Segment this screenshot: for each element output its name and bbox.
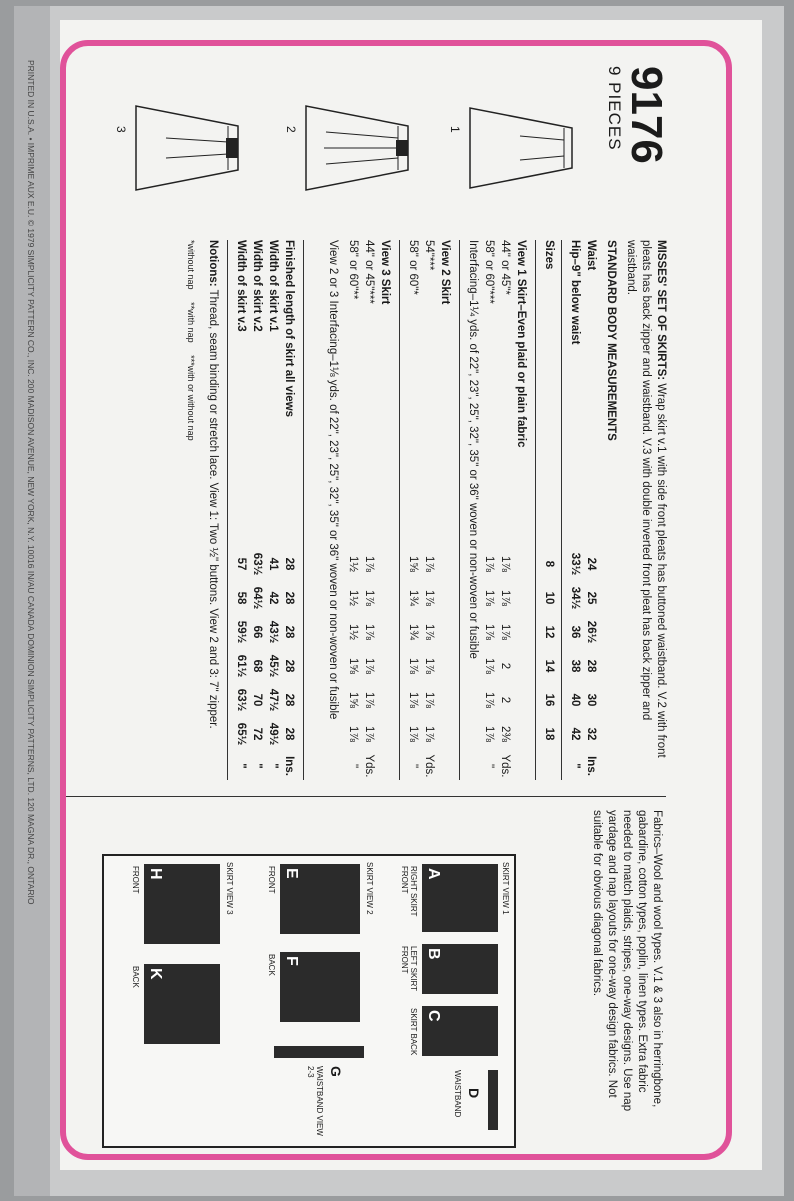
diagram-view-1-title: SKIRT VIEW 1 (501, 862, 510, 915)
notions (205, 240, 220, 780)
view-2-row (405, 240, 420, 780)
finished-value: 28 (283, 659, 295, 673)
fabrics-note: Fabrics–Wool and wool types. V.1 & 3 also in herringbone, gabardine, cotton types, poplin, linen types. Extra fabric needed to match plaids, stripes, one-way designs. Use nap yardage and nap layouts for one-way design fabrics. Not suitable for obvious diagonal fabrics. (591, 810, 663, 1112)
view-1-sketch (460, 78, 580, 218)
piece-g-letter: G (328, 1066, 344, 1077)
finished-value: 58 (235, 591, 247, 605)
waist-value: 32 (585, 727, 597, 741)
copyright-credit: PRINTED IN U.S.A. • IMPRIME AUX E.U. © 1979 SIMPLICITY PATTERN CO., INC. 200 MADISON AVENUE, NEW YORK, N.Y. 10016 IN/AU CANADA DOMINION SIMPLICITY PATTERNS, LTD. 120 MAGNA DR., ONTARIO (26, 60, 36, 905)
piece-e: E (280, 864, 360, 934)
size-value: 14 (543, 659, 555, 673)
yardage-value: 1⅞ (407, 692, 419, 708)
finished-label: Width of skirt v.3 (235, 240, 247, 332)
piece-f: F (280, 952, 360, 1022)
view-2-row (421, 240, 436, 780)
hip-value: 36 (569, 625, 581, 639)
view-3-row (345, 240, 360, 780)
finished-value: 66 (251, 625, 263, 639)
finished-label: Finished length of skirt all views (283, 240, 295, 418)
fabric-width-label: 58" or 60"** (347, 240, 359, 300)
finished-row (265, 240, 280, 780)
finished-value: 28 (283, 693, 295, 707)
finished-value: 47½ (267, 688, 279, 712)
yardage-unit: Yds. (423, 754, 435, 778)
yardage-value: 1⅞ (483, 624, 495, 640)
view-2-3-interfacing: View 2 or 3 Interfacing–1⅛ yds. of 22", 23", 25", 32", 35" or 36" woven or non-woven or fusible (327, 240, 339, 720)
pattern-description (623, 240, 668, 770)
view-2-number: 2 (284, 126, 298, 133)
view-2-heading: View 2 Skirt (439, 240, 451, 305)
finished-row (249, 240, 264, 780)
diagram-view-3-title: SKIRT VIEW 3 (225, 862, 234, 915)
yardage-value: 1⅞ (363, 556, 375, 572)
yardage-value: 1⅞ (423, 726, 435, 742)
piece-b-label: LEFT SKIRT FRONT (400, 946, 418, 991)
yardage-value: 1⅞ (483, 590, 495, 606)
piece-h: H (144, 864, 220, 944)
divider (535, 240, 536, 780)
finished-value: 64½ (251, 586, 263, 610)
piece-count: 9 PIECES (605, 66, 624, 151)
divider (227, 240, 228, 780)
fabric-width-label: 44" or 45"*** (363, 240, 375, 304)
yardage-chart (56, 240, 676, 780)
finished-value: 72 (251, 727, 263, 741)
view-3-row (361, 240, 376, 780)
divider (561, 240, 562, 780)
piece-h-label: FRONT (131, 866, 140, 894)
size-value: 12 (543, 625, 555, 639)
yardage-value: 2 (499, 662, 511, 670)
yardage-value: 1⅞ (483, 658, 495, 674)
finished-value: 70 (251, 693, 263, 707)
waist-label: Waist (585, 240, 597, 271)
view-1-row (481, 240, 496, 780)
notions-text: Thread, seam binding or stretch lace. View 1: Two ½" buttons. View 2 and 3: 7" zipper. (207, 286, 219, 729)
piece-c: C (422, 1006, 498, 1056)
yardage-value: 1⅞ (423, 624, 435, 640)
hip-value: 38 (569, 659, 581, 673)
yardage-value: 1½ (347, 624, 359, 640)
finished-unit: " (267, 763, 279, 769)
finished-label: Width of skirt v.1 (267, 240, 279, 332)
fabric-width-label: 58" or 60"*** (483, 240, 495, 304)
yardage-value: 1⅞ (407, 658, 419, 674)
hip-value: 42 (569, 727, 581, 741)
yardage-value: 1¾ (407, 624, 419, 640)
diagram-view-2-title: SKIRT VIEW 2 (365, 862, 374, 915)
yardage-value: 1⅞ (499, 624, 511, 640)
view-2-sketch (296, 78, 416, 218)
yardage-value: 1⅝ (347, 692, 359, 708)
yardage-value: 1⅞ (363, 658, 375, 674)
finished-value: 28 (283, 557, 295, 571)
waist-value: 30 (585, 693, 597, 707)
pattern-info-column (56, 60, 676, 230)
finished-value: 41 (267, 557, 279, 571)
yardage-value: 1⅞ (363, 590, 375, 606)
size-value: 10 (543, 591, 555, 605)
finished-value: 61½ (235, 654, 247, 678)
footnotes (183, 240, 198, 780)
finished-row (281, 240, 296, 780)
yardage-unit: Yds. (499, 754, 511, 778)
waist-value: 25 (585, 591, 597, 605)
piece-a-label: RIGHT SKIRT FRONT (400, 866, 418, 917)
view-1-interfacing: Interfacing–1¼ yds. of 22", 23", 25", 32", 35" or 36" woven or non-woven or fusible (467, 240, 479, 659)
finished-unit: " (235, 763, 247, 769)
yardage-value: 1½ (347, 556, 359, 572)
yardage-value: 1⅞ (483, 692, 495, 708)
view-1-row (497, 240, 512, 780)
piece-f-label: BACK (267, 954, 276, 976)
hip-row (567, 240, 582, 780)
description-text: Wrap skirt v.1 with side front pleats has buttoned waistband. V.2 with front pleats has back zipper and waistband. V.3 with double inverted front pleat has back zipper and waistband. (625, 240, 667, 758)
yardage-value: 1⅝ (407, 556, 419, 572)
finished-value: 28 (283, 625, 295, 639)
hip-unit: " (569, 763, 581, 769)
size-value: 16 (543, 693, 555, 707)
footnote-with-nap: **with nap (186, 302, 196, 343)
hip-value: 33½ (569, 552, 581, 576)
yardage-value: 1⅞ (423, 556, 435, 572)
column-divider (66, 796, 666, 797)
yardage-value: 1⅞ (423, 658, 435, 674)
fabric-width-label: 44" or 45"* (499, 240, 511, 295)
waist-value: 26½ (585, 620, 597, 644)
yardage-unit: " (347, 763, 359, 769)
divider (459, 240, 460, 780)
yardage-value: 1⅞ (363, 692, 375, 708)
piece-d (488, 1070, 498, 1130)
body-measurements-heading: STANDARD BODY MEASUREMENTS (605, 240, 617, 441)
finished-value: 65½ (235, 722, 247, 746)
yardage-value: 1⅞ (483, 726, 495, 742)
finished-value: 42 (267, 591, 279, 605)
yardage-value: 1½ (347, 590, 359, 606)
finished-value: 43½ (267, 620, 279, 644)
yardage-value: 1⅝ (347, 658, 359, 674)
waist-unit: Ins. (585, 756, 597, 776)
finished-unit: " (251, 763, 263, 769)
yardage-value: 1⅞ (407, 726, 419, 742)
piece-a: A (422, 864, 498, 932)
yardage-value: 1⅞ (423, 692, 435, 708)
hip-label: Hip–9" below waist (569, 240, 581, 345)
view-3-heading: View 3 Skirt (379, 240, 391, 305)
fabric-and-layout-panel (56, 810, 676, 1140)
yardage-value: 2 (499, 696, 511, 704)
sizes-row (541, 240, 556, 780)
piece-k-label: BACK (131, 966, 140, 988)
finished-label: Width of skirt v.2 (251, 240, 263, 332)
yardage-unit: Yds. (363, 754, 375, 778)
finished-value: 63½ (235, 688, 247, 712)
yardage-value: 1⅞ (499, 556, 511, 572)
divider (399, 240, 400, 780)
waist-value: 28 (585, 659, 597, 673)
view-1-heading: View 1 Skirt–Even plaid or plain fabric (515, 240, 527, 448)
finished-value: 28 (283, 591, 295, 605)
piece-d-label: WAISTBAND (453, 1070, 462, 1118)
finished-value: 45½ (267, 654, 279, 678)
piece-c-label: SKIRT BACK (409, 1008, 418, 1056)
piece-g (274, 1046, 364, 1058)
waist-value: 24 (585, 557, 597, 571)
finished-value: 49½ (267, 722, 279, 746)
size-value: 8 (543, 560, 555, 568)
finished-value: 57 (235, 557, 247, 571)
piece-b: B (422, 944, 498, 994)
view-1-number: 1 (448, 126, 462, 133)
yardage-value: 2⅜ (499, 726, 511, 742)
pattern-pieces-diagram (102, 854, 516, 1148)
finished-value: 59½ (235, 620, 247, 644)
divider (303, 240, 304, 780)
notions-label: Notions: (207, 240, 219, 287)
footnote-without-nap: *without nap (186, 240, 196, 290)
piece-d-letter: D (466, 1088, 482, 1099)
pattern-number: 9176 (622, 66, 671, 164)
yardage-value: 1⅞ (483, 556, 495, 572)
finished-value: 68 (251, 659, 263, 673)
piece-k: K (144, 964, 220, 1044)
yardage-value: 1⅞ (347, 726, 359, 742)
piece-e-label: FRONT (267, 866, 276, 894)
finished-value: 28 (283, 727, 295, 741)
rotated-content (26, 60, 676, 1150)
finished-value: 63½ (251, 552, 263, 576)
finished-unit: Ins. (283, 756, 295, 776)
waist-row (583, 240, 598, 780)
yardage-value: 1¾ (407, 590, 419, 606)
hip-value: 40 (569, 693, 581, 707)
fabric-width-label: 58" or 60"* (407, 240, 419, 295)
description-title: MISSES' SET OF SKIRTS: (655, 240, 667, 381)
fabric-width-label: 54"*** (423, 240, 435, 271)
yardage-value: 1⅞ (363, 726, 375, 742)
yardage-unit: " (407, 763, 419, 769)
yardage-unit: " (483, 763, 495, 769)
yardage-value: 1⅞ (499, 590, 511, 606)
size-value: 18 (543, 727, 555, 741)
piece-g-label: WAISTBAND VIEW 2-3 (306, 1066, 324, 1136)
yardage-value: 1⅞ (363, 624, 375, 640)
sizes-label: Sizes (543, 240, 555, 270)
view-3-sketch (126, 78, 246, 218)
yardage-value: 1⅞ (423, 590, 435, 606)
footnote-with-or-without-nap: ***with or without nap (186, 355, 196, 441)
finished-row (233, 240, 248, 780)
view-3-number: 3 (114, 126, 128, 133)
hip-value: 34½ (569, 586, 581, 610)
